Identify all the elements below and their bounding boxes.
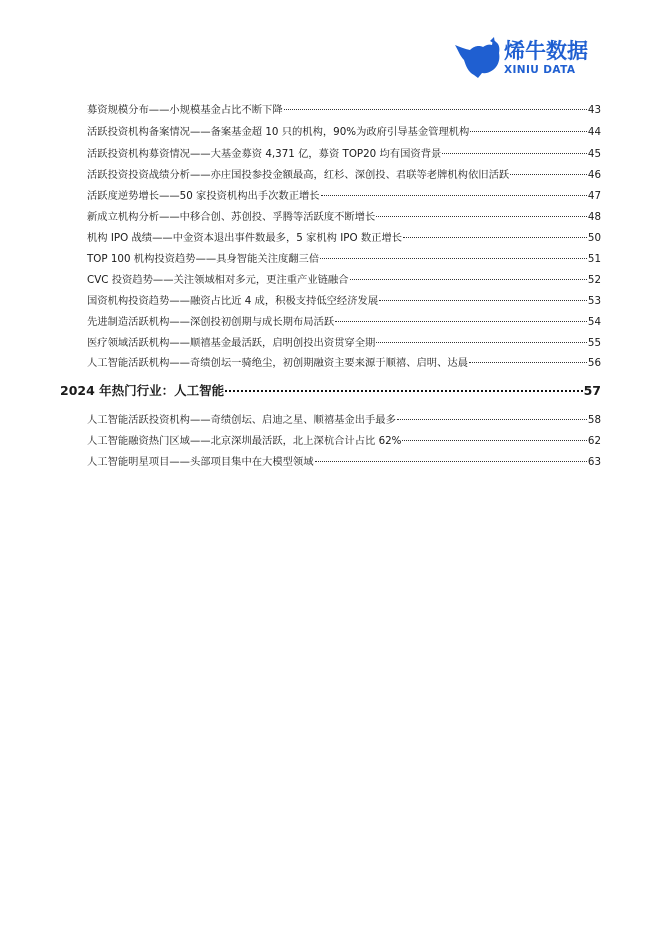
toc-entry[interactable] bbox=[87, 229, 601, 244]
toc-entry-title: 机构 IPO 战绩 bbox=[87, 232, 153, 244]
toc-entry-subtitle: 中金资本退出事件数最多，5 家机构 IPO 数正增长 bbox=[172, 232, 403, 244]
toc-dot-leader bbox=[376, 342, 587, 343]
toc-page-number: 57 bbox=[583, 383, 601, 398]
toc-entry-title: 募资规模分布 bbox=[87, 104, 149, 116]
toc-dot-leader bbox=[397, 419, 587, 420]
brand-name-cn: 烯牛数据 bbox=[504, 38, 588, 63]
toc-dot-leader bbox=[442, 153, 587, 154]
toc-entry[interactable] bbox=[87, 453, 601, 468]
toc-entry-title: 人工智能明星项目 bbox=[87, 456, 170, 468]
toc-entry-subtitle: 50 家投资机构出手次数正增长 bbox=[179, 190, 320, 202]
toc-entry[interactable] bbox=[87, 250, 601, 265]
toc-entry-title: 活跃投资机构备案情况 bbox=[87, 126, 190, 138]
toc-entry-title: 新成立机构分析 bbox=[87, 211, 160, 223]
toc-dot-leader bbox=[470, 131, 587, 132]
toc-entry-dash: —— bbox=[148, 104, 170, 116]
toc-entry-title: TOP 100 机构投资趋势 bbox=[87, 253, 196, 265]
toc-page-number: 45 bbox=[587, 148, 601, 160]
toc-entry-dash: —— bbox=[189, 414, 211, 426]
toc-entry-dash: —— bbox=[169, 357, 190, 369]
toc-page-number: 43 bbox=[587, 104, 601, 116]
toc-entry[interactable] bbox=[87, 166, 601, 181]
toc-entry[interactable] bbox=[87, 313, 601, 328]
toc-entry[interactable] bbox=[87, 187, 601, 202]
toc-entry-subtitle: 小规模基金占比不断下降 bbox=[169, 104, 283, 116]
toc-dot-leader bbox=[284, 109, 587, 110]
toc-entry-dash: —— bbox=[195, 253, 217, 265]
toc-entry-dash: —— bbox=[169, 316, 190, 328]
toc-entry-dash: —— bbox=[189, 435, 211, 447]
toc-entry-subtitle: 北京深圳最活跃，北上深杭合计占比 62% bbox=[210, 435, 402, 447]
toc-dot-leader bbox=[335, 321, 587, 322]
toc-entry-title: 活跃度逆势增长 bbox=[87, 190, 160, 202]
brand-name-en: XINIU DATA bbox=[504, 63, 576, 76]
toc-page-number: 46 bbox=[587, 169, 601, 181]
toc-page-number: 53 bbox=[587, 295, 601, 307]
toc-page-number: 63 bbox=[587, 456, 601, 468]
toc-page-number: 58 bbox=[587, 414, 601, 426]
toc-entry-subtitle: 备案基金超 10 只的机构，90%为政府引导基金管理机构 bbox=[210, 126, 470, 138]
toc-entry-title: 人工智能活跃机构 bbox=[87, 357, 170, 369]
toc-entry-title: 2024 年热门行业：人工智能 bbox=[60, 383, 225, 398]
toc-dot-leader bbox=[350, 279, 587, 280]
toc-page-number: 56 bbox=[587, 357, 601, 369]
rhino-logo-icon bbox=[452, 36, 502, 80]
toc-entry-title: CVC 投资趋势 bbox=[87, 274, 153, 286]
toc-entry-title: 先进制造活跃机构 bbox=[87, 316, 170, 328]
toc-entry[interactable] bbox=[87, 354, 601, 369]
toc-section-heading[interactable] bbox=[60, 381, 601, 399]
toc-entry-title: 活跃投资投资战绩分析 bbox=[87, 169, 190, 181]
toc-entry-subtitle: 融资占比近 4 成，积极支持低空经济发展 bbox=[189, 295, 379, 307]
toc-entry[interactable] bbox=[87, 411, 601, 426]
toc-entry-subtitle: 头部项目集中在大模型领域 bbox=[189, 456, 314, 468]
toc-entry-subtitle: 亦庄国投参投金额最高，红杉、深创投、君联等老牌机构依旧活跃 bbox=[210, 169, 510, 181]
toc-entry-dash: —— bbox=[152, 232, 173, 244]
toc-dot-leader bbox=[315, 461, 587, 462]
toc-entry-dash: —— bbox=[159, 211, 180, 223]
toc-page-number: 44 bbox=[587, 126, 601, 138]
toc-entry-subtitle: 奇绩创坛一骑绝尘，初创期融资主要来源于顺禧、启明、达晨 bbox=[189, 357, 468, 369]
toc-entry-title: 活跃投资机构募资情况 bbox=[87, 148, 190, 160]
toc-entry[interactable] bbox=[87, 271, 601, 286]
toc-page-number: 54 bbox=[587, 316, 601, 328]
toc-entry-title: 医疗领域活跃机构 bbox=[87, 337, 170, 349]
toc-entry-subtitle: 深创投初创期与成长期布局活跃 bbox=[189, 316, 335, 328]
toc-page-number: 47 bbox=[587, 190, 601, 202]
toc-entry-dash: —— bbox=[152, 274, 174, 286]
toc-dot-leader bbox=[320, 258, 587, 259]
toc-entry-dash: —— bbox=[169, 456, 190, 468]
toc-entry-subtitle: 关注领域相对多元，更注重产业链融合 bbox=[173, 274, 349, 286]
toc-page-number: 55 bbox=[587, 337, 601, 349]
toc-entry-subtitle: 顺禧基金最活跃，启明创投出资贯穿全期 bbox=[189, 337, 376, 349]
toc-page-number: 48 bbox=[587, 211, 601, 223]
toc-entry-title: 人工智能融资热门区域 bbox=[87, 435, 190, 447]
toc-entry-dash: —— bbox=[159, 190, 180, 202]
toc-entry-dash: —— bbox=[189, 148, 211, 160]
toc-entry-title: 人工智能活跃投资机构 bbox=[87, 414, 190, 426]
toc-entry[interactable] bbox=[87, 123, 601, 138]
brand-logo bbox=[452, 36, 602, 80]
toc-dot-leader bbox=[510, 174, 587, 175]
toc-page-number: 50 bbox=[587, 232, 601, 244]
toc-entry-subtitle: 具身智能关注度翻三倍 bbox=[216, 253, 320, 265]
toc-dot-leader bbox=[469, 362, 587, 363]
toc-dot-leader bbox=[225, 390, 582, 392]
toc-page-number: 52 bbox=[587, 274, 601, 286]
toc-dot-leader bbox=[376, 216, 587, 217]
toc-entry-dash: —— bbox=[169, 295, 190, 307]
toc-dot-leader bbox=[321, 195, 587, 196]
toc-entry-subtitle: 中移合创、苏创投、孚腾等活跃度不断增长 bbox=[179, 211, 376, 223]
toc-entry-dash: —— bbox=[169, 337, 190, 349]
toc-dot-leader bbox=[403, 237, 587, 238]
toc-page-number: 62 bbox=[587, 435, 601, 447]
toc-page-number: 51 bbox=[587, 253, 601, 265]
toc-entry[interactable] bbox=[87, 145, 601, 160]
toc-entry-subtitle: 奇绩创坛、启迪之星、顺禧基金出手最多 bbox=[210, 414, 396, 426]
toc-entry-dash: —— bbox=[189, 126, 211, 138]
toc-entry[interactable] bbox=[87, 292, 601, 307]
toc-entry-dash: —— bbox=[189, 169, 211, 181]
toc-entry-subtitle: 大基金募资 4,371 亿，募资 TOP20 均有国资背景 bbox=[210, 148, 442, 160]
toc-dot-leader bbox=[402, 440, 586, 441]
toc-entry[interactable] bbox=[87, 432, 601, 447]
toc-entry[interactable] bbox=[87, 334, 601, 349]
toc-dot-leader bbox=[379, 300, 587, 301]
toc-entry-title: 国资机构投资趋势 bbox=[87, 295, 170, 307]
toc-entry[interactable] bbox=[87, 101, 601, 116]
toc-entry[interactable] bbox=[87, 208, 601, 223]
